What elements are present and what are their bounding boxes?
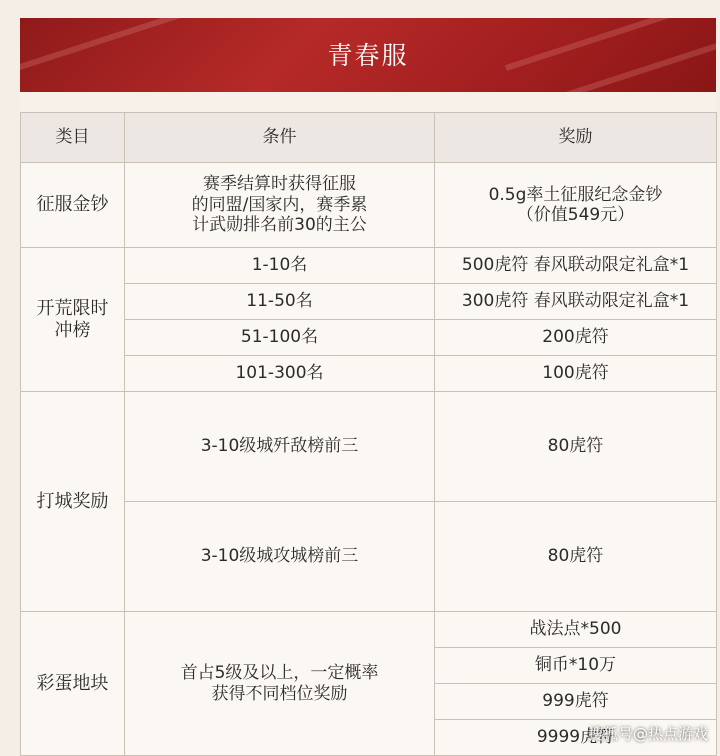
condition-cell: 51-100名	[125, 320, 435, 356]
reward-cell: 999虎符	[435, 684, 717, 720]
category-line: 冲榜	[54, 319, 91, 341]
condition-cell	[125, 612, 435, 756]
title-banner	[20, 18, 716, 92]
condition-line: 计武勋排名前30的主公	[192, 215, 367, 236]
reward-card	[20, 18, 716, 750]
header-category: 类目	[21, 113, 125, 163]
header-row	[21, 113, 717, 163]
reward-cell: 80虎符	[435, 502, 717, 612]
reward-cell: 300虎符 春风联动限定礼盒*1	[435, 284, 717, 320]
condition-cell: 3-10级城攻城榜前三	[125, 502, 435, 612]
condition-line: 首占5级及以上，一定概率	[180, 663, 379, 684]
header-reward: 奖励	[435, 113, 717, 163]
table-row	[21, 502, 717, 612]
reward-cell: 9999虎符	[435, 720, 717, 756]
reward-line: （价值549元）	[516, 205, 635, 225]
reward-cell: 200虎符	[435, 320, 717, 356]
table-row	[21, 284, 717, 320]
table-row	[21, 248, 717, 284]
header-condition: 条件	[125, 113, 435, 163]
category-cell: 打城奖励	[21, 392, 125, 612]
reward-cell: 铜币*10万	[435, 648, 717, 684]
condition-cell	[125, 163, 435, 248]
condition-cell: 101-300名	[125, 356, 435, 392]
reward-table	[20, 112, 717, 756]
category-cell: 彩蛋地块	[21, 612, 125, 756]
table-row	[21, 163, 717, 248]
reward-cell: 100虎符	[435, 356, 717, 392]
condition-line: 获得不同档位奖励	[211, 683, 348, 704]
reward-cell: 战法点*500	[435, 612, 717, 648]
reward-line: 0.5g率土征服纪念金钞	[488, 184, 663, 205]
category-cell: 征服金钞	[21, 163, 125, 248]
condition-line: 赛季结算时获得征服	[203, 174, 356, 195]
table-row	[21, 320, 717, 356]
condition-cell: 11-50名	[125, 284, 435, 320]
reward-cell: 500虎符 春风联动限定礼盒*1	[435, 248, 717, 284]
page-title: 青春服	[327, 41, 409, 70]
watermark: 搜狐号@热点游戏	[587, 725, 708, 743]
category-cell	[21, 248, 125, 392]
category-line: 开荒限时	[36, 297, 109, 319]
condition-cell: 3-10级城歼敌榜前三	[125, 392, 435, 502]
table-row	[21, 392, 717, 502]
reward-cell	[435, 163, 717, 248]
table-row	[21, 612, 717, 648]
reward-cell: 80虎符	[435, 392, 717, 502]
condition-line: 的同盟/国家内，赛季累	[191, 194, 368, 215]
condition-cell: 1-10名	[125, 248, 435, 284]
table-row	[21, 356, 717, 392]
